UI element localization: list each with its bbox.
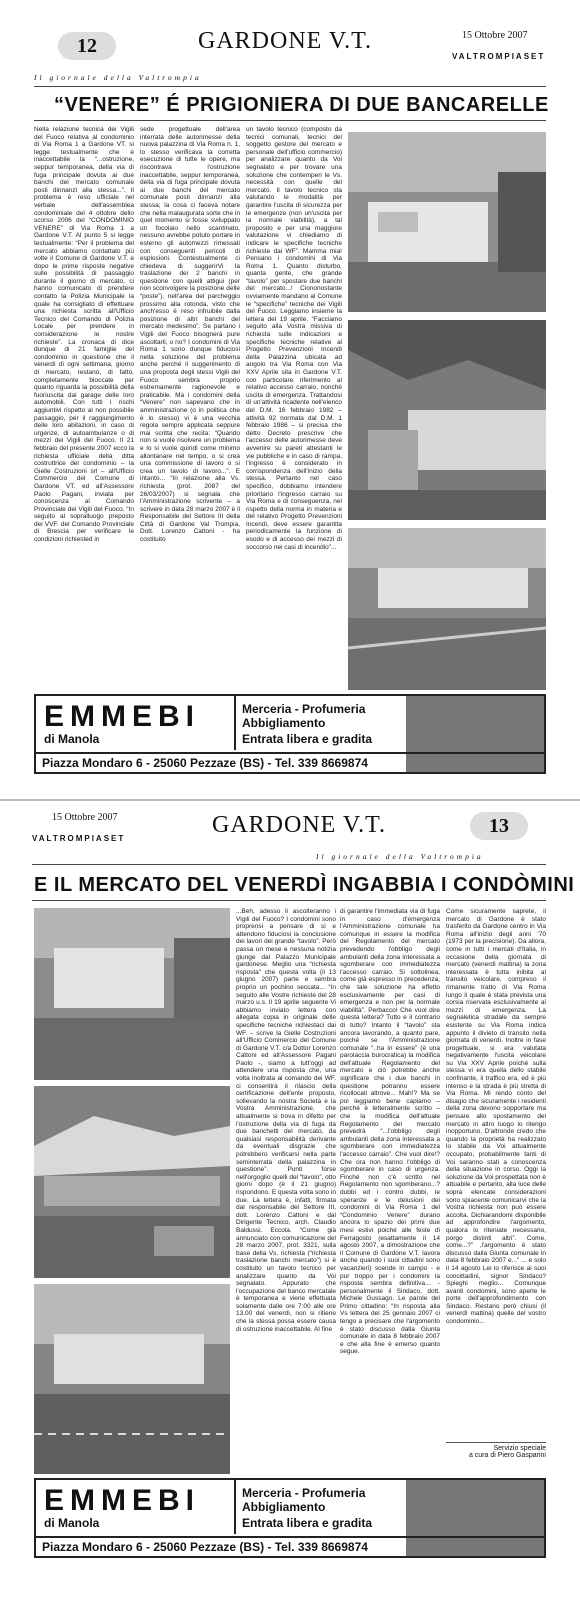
article-column-1: ...Beh, adesso li ascolteranno i Vigili del Fuoco? I condomini sono proprensi a pensare di sì e attendono fiduciosi la conclusione dei lavori del grande “tavolo”. Però passa un mese e nessuna notizia giunge dal Palazzo Municipale gardonese. Meglio una “richiesta risposta” che questa volta (il 13 giugno 2007) parte e sembra proprio un pochino seccata... “In seguito alle Vostre richieste del 28 marzo u.s. Il 19 aprile seguente Vi abbiamo inviato lettera con allegata copia in originale delle specifiche tecniche richiestaci dai WF. – scrive la Gielle Costruzioni all'Ufficio Commercio del Comune di Gardone V.T. c/a Dottor Lorenzo Cattoni ed all'Assessore Pagani Paolo -, siamo a tutt'oggi ad attendere una risposta che, una volta inoltrata al comando dei WF. ci consentirà il rilascio della certificazione dell'ente proposto, sollevando la nostra Società e la Vostra Amministrazione, che attualmente si trova in difetto per l'ostruzione della via di fuga da due banchetti del mercato, da qualsiasi responsabilità derivante da eventuali disgrazie che potrebbero verificarsi nella parte seminterrata della palazzina in questione”. Punti forse nell'orgoglio quelli del “tavolo”, otto giorni dopo (è il 21 giugno) rispondono. E questa volta sono in due. La lettera è, infatti, firmata dal responsabile del Settore III, dott. Lorenzo Cattoni e dal Dirigente Tecnico, arch. Claudio Baldussi. Eccola. “Come già annunciato con comunicazione del 28 marzo 2007, prot. 3321, sulla base della Vs. richiesta (“richiesta traslazione banchi mercato”) si è costituito un tavolo tecnico per analizzare quanto da Voi segnalato. Appurato che l'occupazione del banco mercatale è temporanea e viene effettuata solamente dalle ore 7:00 alle ore 13.00 del venerdì, non si ritiene che la stessa possa essere causa di ostruzione inaccettabile. Al fine (236, 908, 336, 1333)
issue-date: 15 Ottobre 2007 (462, 30, 528, 41)
ad-line-1: Merceria - Profumeria (242, 1486, 366, 1500)
advertisement-emmebi (34, 1478, 546, 1558)
newspaper-page-13 (0, 800, 580, 1600)
ad-logo: EMMEBI (44, 700, 200, 733)
article-byline (446, 1442, 546, 1459)
market-photo-6 (34, 1284, 230, 1474)
article-column-3: un tavolo tecnico (composto da tecnici comunali, tecnici del soggetto gestore del mercato e personale dell'ufficio commercio) per analizzare quanto da Voi segnalato e per trovare una soluzione che contemperi le Vs. necessità con quelle del mercato. Il tavolo tecnico sta valutando le modalità per garantire l'uscita di sicurezza per le emergenze (non un'uscita per la normale viabilità), a tal proposito e per una maggiore valutazione vi chiediamo di indicare le specifiche tecniche richieste dai WF”. Mamma mia! Pensano i condomini di Via Roma 1. Quanto disturbo, quanta gente, che grande “tavolo” per spostare due banchi del mercato...! Ciononostante ovviamente mandano al Comune le “specifiche” tecniche dei Vigili del Fuoco. Leggiamo insieme la lettera del 19 aprile. “Facciamo seguito alla Vostra missiva di richiesta sulle indicazioni e specifiche tecniche relative al Progetto Prevenzioni Incendi della Palazzina ubicata ad angolo tra Via Roma con Via XXV Aprile sita in Gardone V.T. con particolare riferimento al relativo accesso carraio, nonché uscita di emergenza. Trattandosi di un'attività ricadente nell'elenco del D.M. 16 febbraio 1982 – attività 92 normata dal D.M. 1 febbraio 1986 – si precisa che detto Decreto prescrive che l'accesso delle autorimesse deve avvenire su pareti attestanti le vie pubbliche e in caso di rampa, l'ingresso è considerato in corrispondenza dell'inizio della stessa. Pertanto nel caso specifico, dobbiamo intendere prioritario l'ingresso carraio su Via Roma e di conseguenza, nel rispetto della norma in materia e del relativo Progetto Prevenzioni Incendi, deve essere garantita periodicamente la funzione di esodo e di accesso dei mezzi di soccorso nei casi di incendio”... (246, 126, 342, 551)
byline-line-2: a cura di Piero Gasparini (468, 1452, 546, 1459)
ad-separator (234, 1480, 236, 1534)
headline-rule (34, 120, 546, 121)
ad-line-2: Abbigliamento (242, 716, 326, 730)
ad-line-3: Entrata libera e gradita (242, 1516, 373, 1530)
section-title: GARDONE V.T. (212, 812, 387, 838)
article-column-2: sede progettuale dell'area interrata delle autorimesse della nuova palazzina di Via Roma n. 1, lo stesso verificava la corretta esecuzione di tutte le opere, ma riscontrava l'ostruzione inaccettabile, seppur temporanea, della via di fuga principale dovuta ai due banchi del mercato comunale posti dinnanzi alla stessa; la cosa ci faceva notare che nella malaugurata sorte che in quel momento si fosse sviluppato un focolaio nello scantinato, nessuno avrebbe potuto portare in esterno gli automezzi rimessati con conseguenti pericoli di esplosioni. Contestualmente ci chiedeva di suggerirVi la traslazione dei 2 banchi in questione con quelli attigui (per non sconvolgere la posizione delle “poste”), nell'area del parcheggio prossimo alla rotonda, visto che anch'esso è reso infruibile dalla posizione di altri banchi del mercato medesimo”. Se partano i Vigili del Fuoco bisognerà pure ascoltarli, o no? I condomini di Via Roma 1 sono dunque fiduciosi nella soluzione del problema anche perché il suggerimento di una proposta degli stessi Vigili del Fuoco sembra proprio estremamente ragionevole e praticabile. Ma i condomini della “Venere” non sapevano che in amministrazione (o in politica che è lo stesso) vi è una vecchia regola sempre applicata seppure mai scritta che recita: “Quando non si vuole risolvere un problema e lo si vuole quindi come minimo allontanare nel tempo, o si crea una commissione di lavoro o si crea un tavolo di lavoro...”. E intanto... “In relazione alla Vs. richiesta (prot. 2087 del 26/03/2007) si segnala che l'Amministrazione scrivente – a scrivere in data 28 marzo 2007 è il Responsabile del Settore III della Città di Gardone Val Trompia, Dott. Lorenzo Cattoni - ha costituito (140, 126, 240, 544)
ad-address: Piazza Mondaro 6 - 25060 Pezzaze (BS) - Tel. 339 8669874 (36, 1536, 544, 1556)
article-column-1: Nella relazione tecnica dei Vigili del Fuoco relativa al condominio di Via Roma 1 a Gardone VT. si legge testualmente che è inaccettabile la “...ostruzione, seppur temporanea, della via di fuga principale dovuta ai due banchi del mercato comunale posti dinnanzi alla stessa...”. Il problema è reso ufficiale nel verbale dell'assemblea condominiale del 4 ottobre dello scorso 2006 del “CONDOMINIO VENERE” di Via Roma 1 a Gardone V.T. Al punto 5 si legge testualmente: “Per il problema del mercato abbiamo contattato più volte il Comune di Gardone V.T. e dopo le prime risposte negative sulle possibilità di passaggio durante il giorno di mercato, ci hanno comunicato di prendere contatto la Polizia Municipale la quale ha consigliato di effettuare una richiesta scritta all'Ufficio Tecnico del Comando di Polizia Locale per prendere in considerazione le nostre richieste”. La cronaca di dice dunque di 21 famiglie del condominio in questione che il venerdì di ogni settimana, giorno di mercato, restano, di fatto, completamente bloccate per quanto riguarda la possibilità della fuoriuscita dai garage delle loro automobili. Con tutti i rischi aggiuntivi rispetto al non possibile passaggio, per il raggiungimento delle loro abitazioni, in caso di urgenze, di autoambulanze o di mezzi dei Vigili del Fuoco. Il 21 febbraio del presente 2007 ecco la richiesta ufficiale della ditta costruttrice del condominio – la Gielle Costruzioni srl – all'Ufficio Commercio del Comune di Gardone VT. ed all'Assessore Paolo Pagani, inviata per conoscenza al Comando Provinciale dei Vigili del Fuoco. “In seguito al sopralluogo preposto dei VVF. del Comando Provinciale di Brescia per verificare le condizioni richiested in (34, 126, 134, 544)
header-rule (32, 864, 546, 865)
ad-subtitle: di Manola (44, 732, 100, 746)
page-number: 12 (58, 32, 116, 60)
tagline: Il giornale della Valtrompia (34, 73, 202, 82)
market-photo-5 (34, 1086, 230, 1278)
byline-line-1: Servizio speciale (493, 1445, 546, 1452)
tagline: Il giornale della Valtrompia (316, 852, 484, 861)
brand-logo: VALTROMPIASET (452, 52, 546, 61)
market-photo-2 (348, 320, 546, 520)
article-column-2: di garantire l'immediata via di fuga in caso d'emergenza l'Amministrazione comunale ha comunque in essere la modifica del Regolamento del mercato prevedendo l'obbligo degli ambulanti della zona interessata a sgomberare con immediatezza l'accesso carraio. Si sottolinea, come già espresso in precedenza, che tale soluzione ha effetto esclusivamente per casi di emergenza e non per la normale viabilità”. Perbacco! Che vuol dire questa lettera? Tutto e il contrario di tutto? Intanto il “tavolo” sta ancora lavorando, a quanto pare, poiché se l'Amministrazione comunale “..ha in essere” (è una parolaccia burocratica) la modifica dell'attuale Regolamento del mercato e ciò potrebbe anche significare che i due banchi in questione potranno essere ricollocati altrove... Mah!? Ma se poi leggiamo bene capiamo – perché è letteralmente scritto – che la modifica dell'attuale Regolamento del mercato prevedrà “...l'obbligo degli ambulanti della zona interessata a sgomberare con immediatezza l'accesso carraio”. Che vuol dire!? Che ora non hanno l'obbligo di sgomberare in caso di urgenza. Finché non c'è scritto nel Regolamento non sgomberano...? dubbi ed i contro dubbi, le speranze e le delusioni dei condomini di Via Roma 1 del “Condominio Venere” durano ancora lo spazio dei primi due mesi estivi poiché alle feste di Ferragosto (esattamente il 14 agosto 2007, a dimostrazione che il Comune di Gardone V.T. lavora anche quando i suoi cittadini sono vacanzieri) scende in campo - e pur troppo per i condomini la risposta sembra definitiva... - personalmente il Sindaco, dott. Michele Gussago. Le parole del Primo cittadino: “In risposta alla Vs lettera del 25 gennaio 2007 ci tengo a precisare che l'argomento è stato discusso dalla Giunta comunale in data 8 febbraio 2007 e che alla fine è emerso quanto segue. (340, 908, 440, 1356)
article-column-3: Come sicuramente saprete, il mercato di Gardone è stato trasferito da Gardone centro in Via Roma all'inizio degli anni '70 (1973 per la precisione). Da allora, come in tutti i mercati d'Italia, in occasione della giornata di mercato (venerdì mattina) la zona interessata è tutta inibita al transito veicolare, compreso il rimanente tratto di Via Roma lungo il quale è stata prevista una corsia riservata esclusivamente ai mezzi di emergenza. La segnaletica stradale da sempre esistente su Via Roma indica appunto il divieto di transito nella giornata di venerdì. Inoltre in fase progettuale, si era valutata negativamente l'uscita veicolare su Via XXV Aprile poiché sulla stessa vi era quella dello stabile confinante, il traffico era, ed è più intenso e la strada è più stretta di Via Roma. Mi rendo conto del disagio che sicuramente i residenti della zona devono sopportare ma pensare allo spostamento del mercato in altro luogo lo ritengo inopportuno. D'altronde credo che quando la proprietà ha realizzato lo stabile da Voi attualmente occupato, probabilmente tanti di Voi saranno stati a conoscenza della situazione in corso. Oggi la soluzione da Voi prospettata non è attuabile e pertanto, alla luce delle sopra elencate considerazioni sono spiacente comunicarvi che la Vostra richiesta non può essere accolta. Dichiarandomi disponibile ad approfondire l'argomento, qualora lo riteniate necessario, porgo distinti altri”. Come, come...?” ,l'argomento è stato discusso dalla Giunta comunale in data 8 febbraio 2007 e...” ... e solo il 14 agosto Lei lo riferisce ai suoi concittadini, signor Sindaco? Spieghi meglio... Comunque avanti condomini, sono aperte le porte dell'approfondimento con Sindaco. Restano però chiusi (il venerdì mattina) quelle del vostro condominio... (446, 908, 546, 1326)
advertisement-emmebi (34, 694, 546, 774)
market-photo-1 (348, 132, 546, 312)
market-photo-3 (348, 528, 546, 690)
ad-logo: EMMEBI (44, 1484, 200, 1517)
market-photo-4 (34, 908, 230, 1080)
ad-line-3: Entrata libera e gradita (242, 732, 373, 746)
headline-rule (32, 900, 546, 901)
ad-line-1: Merceria - Profumeria (242, 702, 366, 716)
issue-date: 15 Ottobre 2007 (52, 812, 118, 823)
ad-separator (234, 696, 236, 750)
ad-subtitle: di Manola (44, 1516, 100, 1530)
article-headline: “VENERE” É PRIGIONIERA DI DUE BANCARELLE (54, 94, 549, 116)
page-number: 13 (470, 812, 528, 840)
ad-address: Piazza Mondaro 6 - 25060 Pezzaze (BS) - Tel. 339 8669874 (36, 752, 544, 772)
section-title: GARDONE V.T. (198, 28, 373, 54)
brand-logo: VALTROMPIASET (32, 834, 126, 843)
article-headline: E IL MERCATO DEL VENERDÌ INGABBIA I CONDÒMINI (34, 874, 575, 896)
ad-line-2: Abbigliamento (242, 1500, 326, 1514)
header-rule (34, 86, 546, 87)
